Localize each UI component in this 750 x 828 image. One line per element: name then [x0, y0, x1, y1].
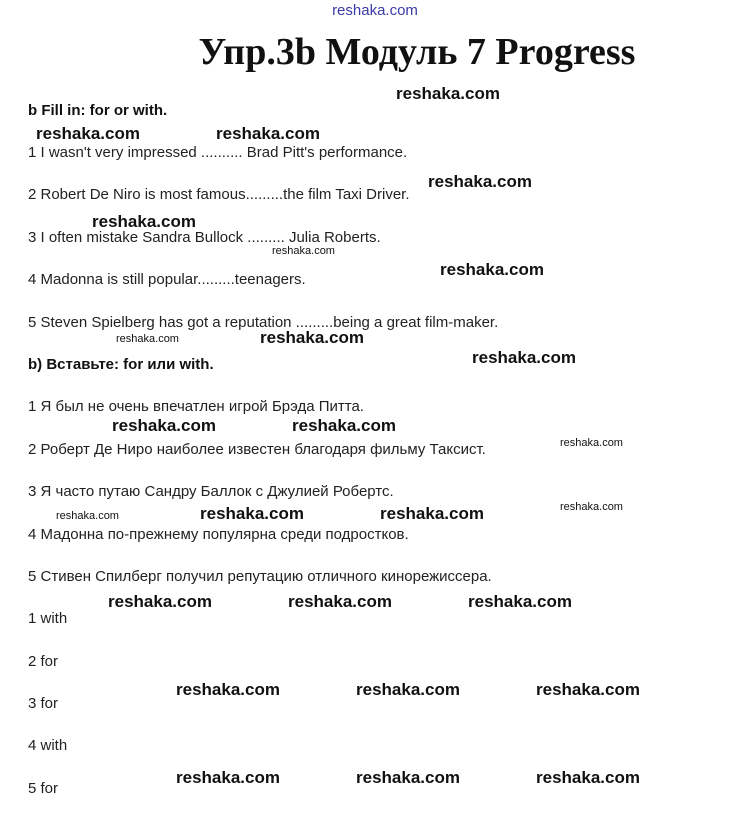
watermark: reshaka.com: [560, 501, 623, 513]
watermark: reshaka.com: [36, 124, 140, 143]
ru-sentence-2: 2 Роберт Де Ниро наиболее известен благодаря фильму Таксист.: [28, 441, 486, 458]
watermark: reshaka.com: [292, 416, 396, 435]
watermark: reshaka.com: [560, 437, 623, 449]
answer-3: 3 for: [28, 695, 59, 712]
watermark: reshaka.com: [440, 260, 544, 279]
ru-sentence-1: 1 Я был не очень впечатлен игрой Брэда Питта.: [28, 398, 364, 415]
ru-sentence-4: 4 Мадонна по-прежнему популярна среди подростков.: [28, 526, 409, 543]
watermark: reshaka.com: [260, 328, 364, 347]
en-sentence-2: 2 Robert De Niro is most famous.........the film Taxi Driver.: [28, 186, 410, 203]
watermark: reshaka.com: [200, 504, 304, 523]
en-sentence-3: 3 I often mistake Sandra Bullock ......... Julia Roberts.: [28, 229, 381, 246]
watermark: reshaka.com: [288, 592, 392, 611]
watermark: reshaka.com: [216, 124, 320, 143]
en-sentence-4: 4 Madonna is still popular.........teenagers.: [28, 271, 306, 288]
watermark: reshaka.com: [428, 172, 532, 191]
watermark: reshaka.com: [536, 680, 640, 699]
watermark: reshaka.com: [472, 348, 576, 367]
en-sentence-1: 1 I wasn't very impressed .......... Brad Pitt's performance.: [28, 144, 408, 161]
answer-4: 4 with: [28, 737, 68, 754]
section-ru-heading: b) Вставьте: for или with.: [28, 356, 214, 373]
watermark: reshaka.com: [56, 510, 119, 522]
watermark: reshaka.com: [176, 768, 280, 787]
watermark: reshaka.com: [176, 680, 280, 699]
watermark: reshaka.com: [356, 768, 460, 787]
watermark: reshaka.com: [92, 212, 196, 231]
watermark: reshaka.com: [380, 504, 484, 523]
watermark: reshaka.com: [356, 680, 460, 699]
en-sentence-5: 5 Steven Spielberg has got a reputation .........being a great film-maker.: [28, 314, 499, 331]
section-en-heading: b Fill in: for or with.: [28, 102, 168, 119]
answer-2: 2 for: [28, 653, 59, 670]
watermark: reshaka.com: [272, 245, 335, 257]
watermark: reshaka.com: [108, 592, 212, 611]
watermark: reshaka.com: [468, 592, 572, 611]
answer-1: 1 with: [28, 610, 68, 627]
ru-sentence-5: 5 Стивен Спилберг получил репутацию отличного кинорежиссера.: [28, 568, 492, 585]
ru-sentence-3: 3 Я часто путаю Сандру Баллок с Джулией Робертс.: [28, 483, 394, 500]
page-title: Упр.3b Модуль 7 Progress: [198, 31, 636, 73]
watermark: reshaka.com: [536, 768, 640, 787]
watermark: reshaka.com: [116, 333, 179, 345]
watermark: reshaka.com: [396, 84, 500, 103]
site-link[interactable]: reshaka.com: [332, 2, 418, 19]
answer-5: 5 for: [28, 780, 59, 797]
watermark: reshaka.com: [112, 416, 216, 435]
